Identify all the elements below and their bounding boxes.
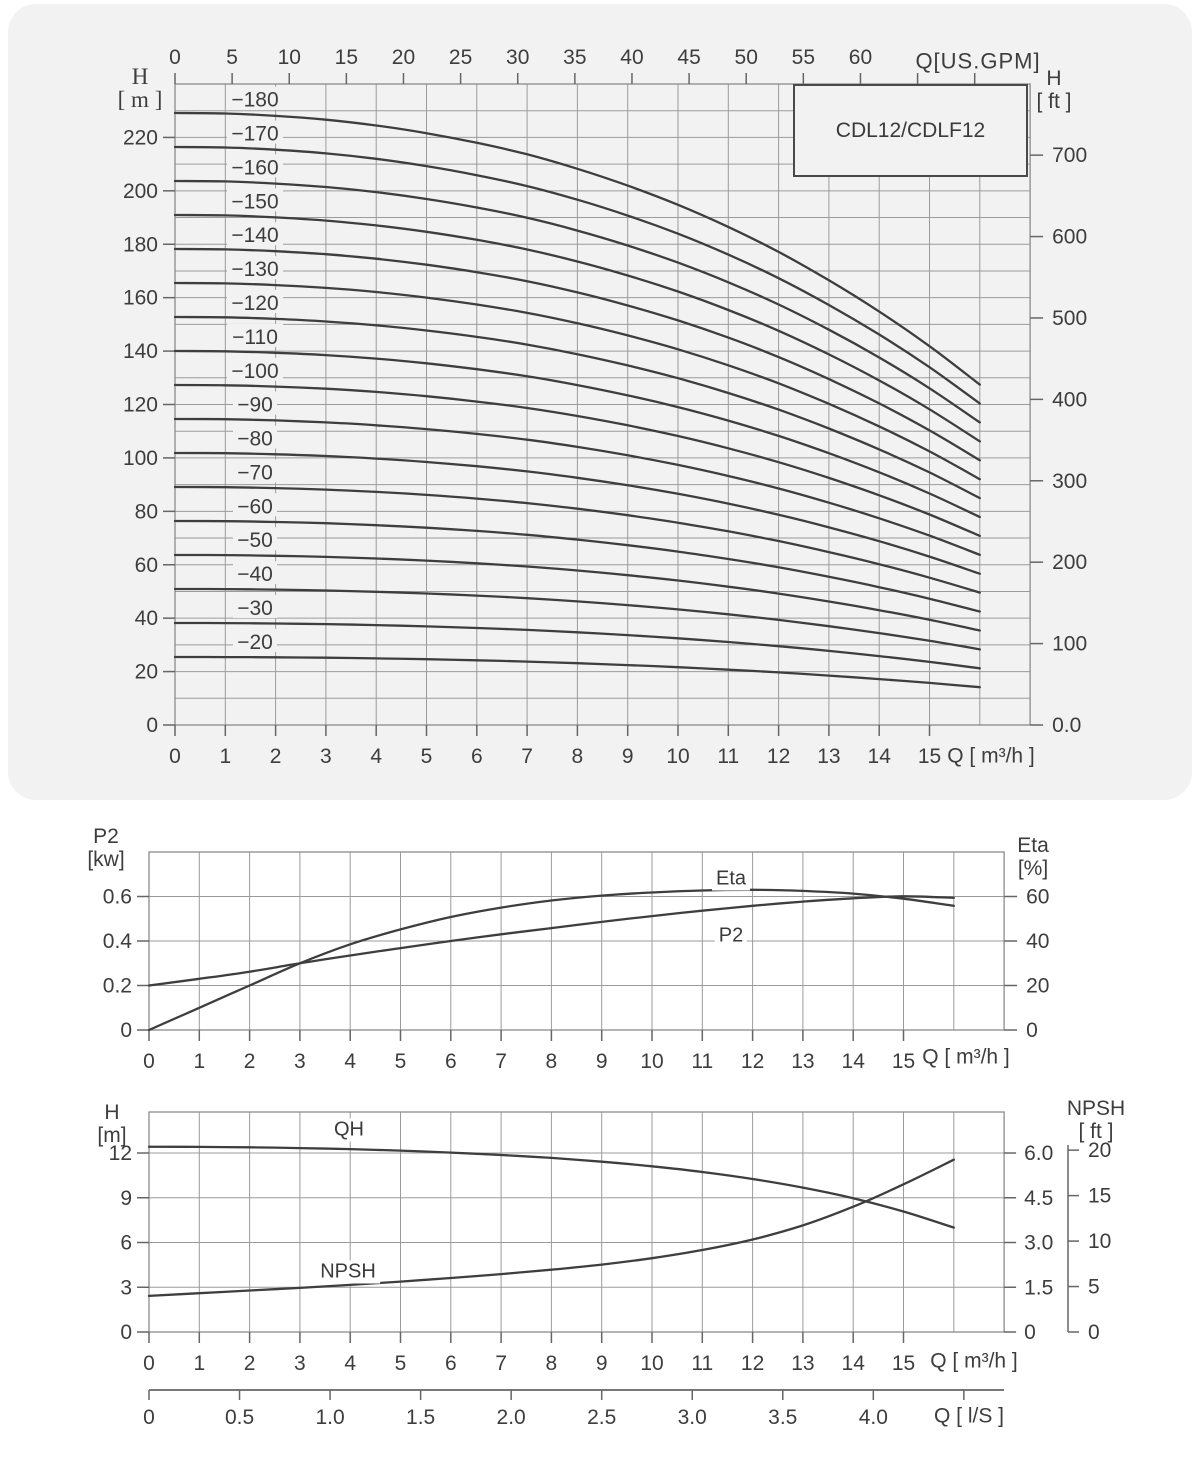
svg-text:15: 15 (334, 46, 359, 69)
svg-text:−80: −80 (237, 427, 273, 451)
svg-text:12: 12 (740, 1352, 765, 1375)
svg-text:11: 11 (691, 1352, 714, 1375)
svg-text:5: 5 (1088, 1275, 1100, 1299)
bot-chart-grid (149, 1112, 1004, 1332)
svg-text:10: 10 (1088, 1230, 1112, 1254)
svg-text:0: 0 (169, 745, 181, 768)
svg-text:4: 4 (344, 1352, 357, 1375)
svg-text:8: 8 (571, 745, 584, 768)
svg-text:0: 0 (146, 714, 158, 737)
svg-text:400: 400 (1052, 388, 1088, 412)
bot-x-axis-unit: Q [ m³/h ] (930, 1349, 1018, 1373)
bot-chart-axes (109, 1142, 1054, 1375)
svg-text:140: 140 (122, 340, 158, 364)
npsh-curve-label: NPSH (316, 1261, 380, 1284)
svg-text:35: 35 (563, 46, 587, 69)
svg-text:15: 15 (891, 1050, 916, 1073)
svg-text:0: 0 (1024, 1321, 1036, 1344)
svg-text:5: 5 (394, 1050, 407, 1073)
svg-text:1.5: 1.5 (406, 1406, 436, 1429)
top-chart-curve-labels (227, 87, 283, 654)
svg-text:14: 14 (841, 1050, 865, 1073)
svg-text:3.5: 3.5 (768, 1406, 798, 1429)
svg-text:7: 7 (521, 745, 533, 768)
eta-curve-label: Eta (712, 868, 750, 891)
svg-text:−70: −70 (237, 461, 273, 485)
model-label-box (793, 84, 1028, 177)
svg-text:13: 13 (791, 1352, 815, 1375)
svg-text:55: 55 (791, 46, 816, 69)
svg-text:100: 100 (122, 446, 158, 470)
svg-text:1.0: 1.0 (315, 1406, 345, 1429)
npsh-ft-ruler (1068, 1139, 1111, 1344)
svg-text:−40: −40 (237, 563, 273, 587)
svg-text:1: 1 (193, 1050, 206, 1073)
svg-text:−60: −60 (237, 495, 273, 519)
svg-text:0.6: 0.6 (102, 885, 132, 909)
top-chart-grid (175, 84, 1030, 725)
svg-text:2: 2 (269, 745, 282, 768)
svg-text:6.0: 6.0 (1024, 1142, 1054, 1166)
svg-text:5: 5 (394, 1352, 407, 1375)
svg-text:25: 25 (448, 46, 473, 69)
svg-text:5: 5 (226, 46, 238, 69)
bot-chart-frame (149, 1112, 1004, 1332)
svg-text:0: 0 (120, 1019, 132, 1042)
svg-text:−50: −50 (237, 529, 273, 553)
svg-text:14: 14 (841, 1352, 865, 1375)
top-y2-axis-title: H [ ft ] (1036, 67, 1072, 113)
svg-text:−150: −150 (231, 190, 279, 214)
svg-text:20: 20 (134, 660, 158, 684)
svg-text:0.4: 0.4 (102, 930, 132, 953)
svg-text:40: 40 (1026, 930, 1050, 953)
svg-text:15: 15 (917, 745, 942, 768)
svg-text:2: 2 (243, 1352, 256, 1375)
svg-text:2.0: 2.0 (496, 1406, 526, 1429)
svg-text:600: 600 (1052, 225, 1088, 249)
bot-y2-axis-title: NPSH [ ft ] (1066, 1097, 1126, 1143)
svg-text:200: 200 (122, 179, 158, 203)
svg-text:−180: −180 (231, 88, 279, 112)
svg-text:50: 50 (734, 46, 758, 69)
svg-text:10: 10 (277, 46, 301, 69)
svg-text:2.5: 2.5 (587, 1406, 617, 1429)
svg-text:20: 20 (1026, 974, 1050, 998)
svg-text:6: 6 (444, 1352, 457, 1375)
svg-text:7: 7 (495, 1352, 507, 1375)
svg-text:3: 3 (294, 1050, 306, 1073)
svg-text:200: 200 (1052, 551, 1088, 575)
svg-text:1.5: 1.5 (1024, 1276, 1054, 1300)
svg-text:14: 14 (867, 745, 891, 768)
mid-chart-axes (103, 886, 1050, 1074)
svg-text:3.0: 3.0 (1024, 1231, 1054, 1255)
ls-axis (143, 1390, 1004, 1429)
top-y-axis-title: H [ m ] (117, 64, 163, 112)
svg-text:60: 60 (134, 553, 158, 577)
p2-curve-label: P2 (715, 925, 747, 948)
svg-text:4: 4 (370, 745, 383, 768)
svg-text:9: 9 (595, 1050, 608, 1073)
svg-text:20: 20 (391, 46, 416, 69)
svg-text:160: 160 (122, 286, 158, 310)
svg-text:0: 0 (143, 1050, 155, 1073)
svg-text:−30: −30 (237, 597, 273, 621)
mid-x-axis-unit: Q [ m³/h ] (922, 1045, 1010, 1069)
svg-text:220: 220 (122, 126, 158, 150)
svg-text:−90: −90 (237, 393, 273, 417)
svg-text:−110: −110 (232, 325, 278, 349)
mid-y-axis-title: P2 [kw] (87, 825, 125, 871)
top-x-axis-unit: Q [ m³/h ] (947, 744, 1035, 768)
svg-text:3: 3 (294, 1352, 306, 1375)
svg-text:0.5: 0.5 (224, 1406, 255, 1429)
svg-text:6: 6 (444, 1050, 457, 1073)
svg-text:3.0: 3.0 (677, 1406, 707, 1429)
model-label: CDL12/CDLF12 (835, 118, 986, 142)
svg-text:11: 11 (691, 1050, 714, 1073)
svg-text:20: 20 (1088, 1139, 1112, 1163)
svg-text:1: 1 (193, 1352, 206, 1375)
svg-text:−20: −20 (237, 630, 273, 654)
svg-text:5: 5 (420, 745, 433, 768)
svg-text:10: 10 (640, 1352, 664, 1375)
svg-text:9: 9 (595, 1352, 608, 1375)
svg-text:0: 0 (169, 46, 181, 69)
svg-text:40: 40 (620, 46, 644, 69)
svg-text:−140: −140 (231, 224, 279, 248)
qh-curve-label: QH (330, 1119, 368, 1142)
svg-text:100: 100 (1052, 632, 1088, 656)
svg-text:1: 1 (219, 745, 232, 768)
svg-text:80: 80 (134, 500, 158, 524)
svg-text:0: 0 (120, 1321, 132, 1344)
svg-text:0: 0 (143, 1406, 155, 1429)
svg-text:0: 0 (143, 1352, 155, 1375)
svg-text:9: 9 (120, 1186, 132, 1210)
svg-text:120: 120 (122, 393, 158, 417)
svg-text:6: 6 (470, 745, 483, 768)
svg-text:45: 45 (677, 46, 701, 69)
svg-text:11: 11 (717, 745, 740, 768)
svg-text:0: 0 (1088, 1321, 1100, 1344)
svg-text:7: 7 (495, 1050, 507, 1073)
svg-text:180: 180 (122, 233, 158, 257)
svg-text:4: 4 (344, 1050, 357, 1073)
svg-text:10: 10 (640, 1050, 664, 1073)
svg-text:40: 40 (134, 607, 158, 631)
svg-text:12: 12 (108, 1142, 132, 1166)
svg-text:−130: −130 (231, 258, 279, 282)
svg-text:−170: −170 (231, 122, 279, 146)
svg-text:3: 3 (120, 1276, 132, 1300)
svg-text:60: 60 (1026, 885, 1050, 909)
svg-text:0: 0 (1026, 1019, 1038, 1042)
svg-text:2: 2 (243, 1050, 256, 1073)
svg-text:4.0: 4.0 (858, 1406, 888, 1429)
ls-axis-unit: Q [ l/S ] (933, 1404, 1005, 1428)
svg-text:0.0: 0.0 (1052, 714, 1082, 737)
svg-text:12: 12 (740, 1050, 765, 1073)
svg-text:8: 8 (545, 1050, 558, 1073)
svg-text:60: 60 (848, 46, 873, 69)
svg-text:30: 30 (506, 46, 530, 69)
svg-text:6: 6 (120, 1231, 132, 1255)
svg-text:3: 3 (320, 745, 332, 768)
svg-text:−100: −100 (231, 359, 279, 383)
top-gpm-axis-title: Q[US.GPM] (915, 48, 1041, 74)
bot-y-axis-title: H [m] (97, 1101, 127, 1147)
svg-text:700: 700 (1052, 144, 1088, 168)
mid-y2-axis-title: Eta [%] (1017, 834, 1049, 880)
svg-text:15: 15 (1088, 1184, 1112, 1208)
svg-text:−120: −120 (231, 291, 279, 315)
svg-text:500: 500 (1052, 306, 1088, 330)
mid-chart-grid (149, 852, 1004, 1030)
svg-text:13: 13 (791, 1050, 815, 1073)
svg-text:−160: −160 (231, 156, 279, 180)
svg-text:13: 13 (817, 745, 841, 768)
svg-text:300: 300 (1052, 469, 1088, 493)
svg-text:0.2: 0.2 (102, 974, 132, 998)
svg-text:9: 9 (621, 745, 634, 768)
svg-text:8: 8 (545, 1352, 558, 1375)
svg-text:4.5: 4.5 (1024, 1186, 1054, 1210)
svg-text:12: 12 (766, 745, 791, 768)
svg-text:15: 15 (891, 1352, 916, 1375)
svg-text:10: 10 (666, 745, 690, 768)
